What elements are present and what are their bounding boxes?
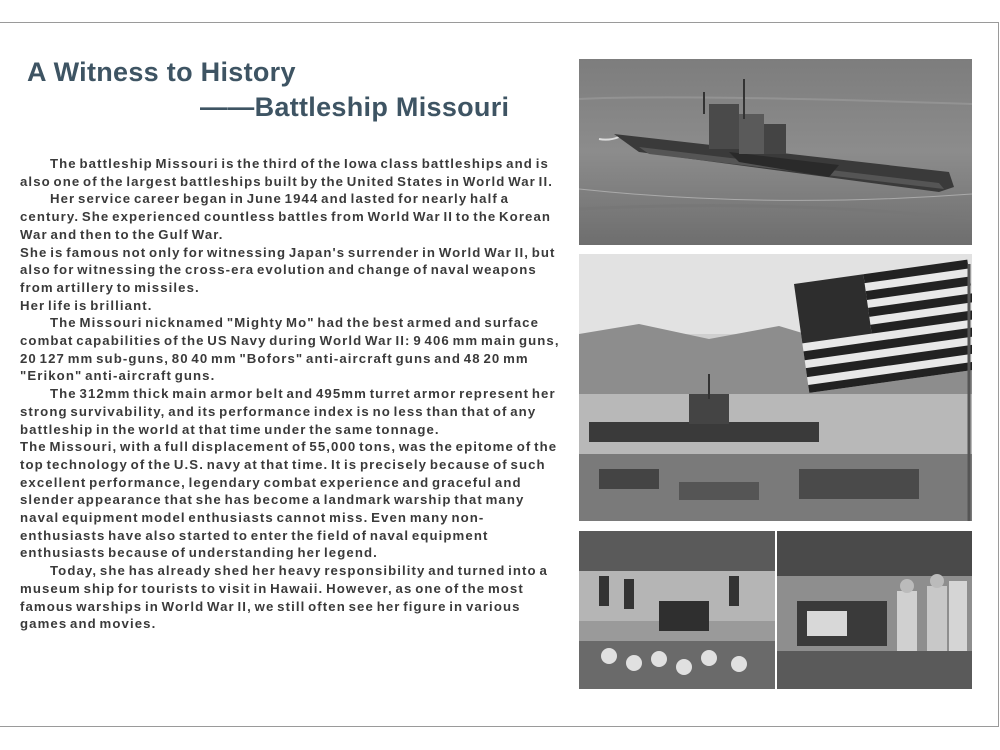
title-line-1: A Witness to History	[27, 57, 296, 87]
paragraph: The Missouri nicknamed "Mighty Mo" had the best armed and surface combat capabilities of the US Navy during World War II: 9 406 mm main guns, 20 127 mm sub-guns, 80 40 mm "Bofors" anti-aircraft guns and 48 20 mm "Erikon" anti-aircraft guns.	[20, 315, 560, 384]
paragraph: The 312mm thick main armor belt and 495mm turret armor represent her strong survivability, and its performance index is no less than that of any battleship in the world at that time under the same tonnage.	[20, 386, 556, 437]
paragraph: Her service career began in June 1944 and lasted for nearly half a century. She experienced countless battles from World War II to the Korean War and then to the Gulf War.	[20, 191, 552, 242]
body-text	[20, 155, 565, 633]
harbor-with-us-flag-photo	[579, 254, 972, 521]
surrender-signing-table-photo	[777, 531, 972, 689]
paragraph: The battleship Missouri is the third of the Iowa class battleships and is also one of the largest battleships built by the United States in World War II.	[20, 156, 553, 189]
paragraph: The Missouri, with a full displacement of 55,000 tons, was the epitome of the top technology of the U.S. navy at that time. It is precisely because of such excellent performance, legendary combat experience and graceful and slender appearance that she has become a landmark warship that many naval equipment model enthusiasts cannot miss. Even many non-enthusiasts have also started to enter the field of naval equipment enthusiasts because of understanding her legend.	[20, 439, 558, 561]
paragraph: Today, she has already shed her heavy responsibility and turned into a museum ship for tourists to visit in Hawaii. However, as one of the most famous warships in World War II, we still often see her figure in various games and movies.	[20, 563, 548, 632]
surrender-ceremony-crowd-photo	[579, 531, 775, 689]
battleship-at-sea-photo	[579, 59, 972, 245]
paragraph: Her life is brilliant.	[20, 297, 153, 313]
paragraph: She is famous not only for witnessing Japan's surrender in World War II, but also for witnessing the cross-era evolution and change of naval weapons from artillery to missiles.	[20, 244, 556, 295]
title-line-2: ——Battleship Missouri	[200, 92, 510, 122]
